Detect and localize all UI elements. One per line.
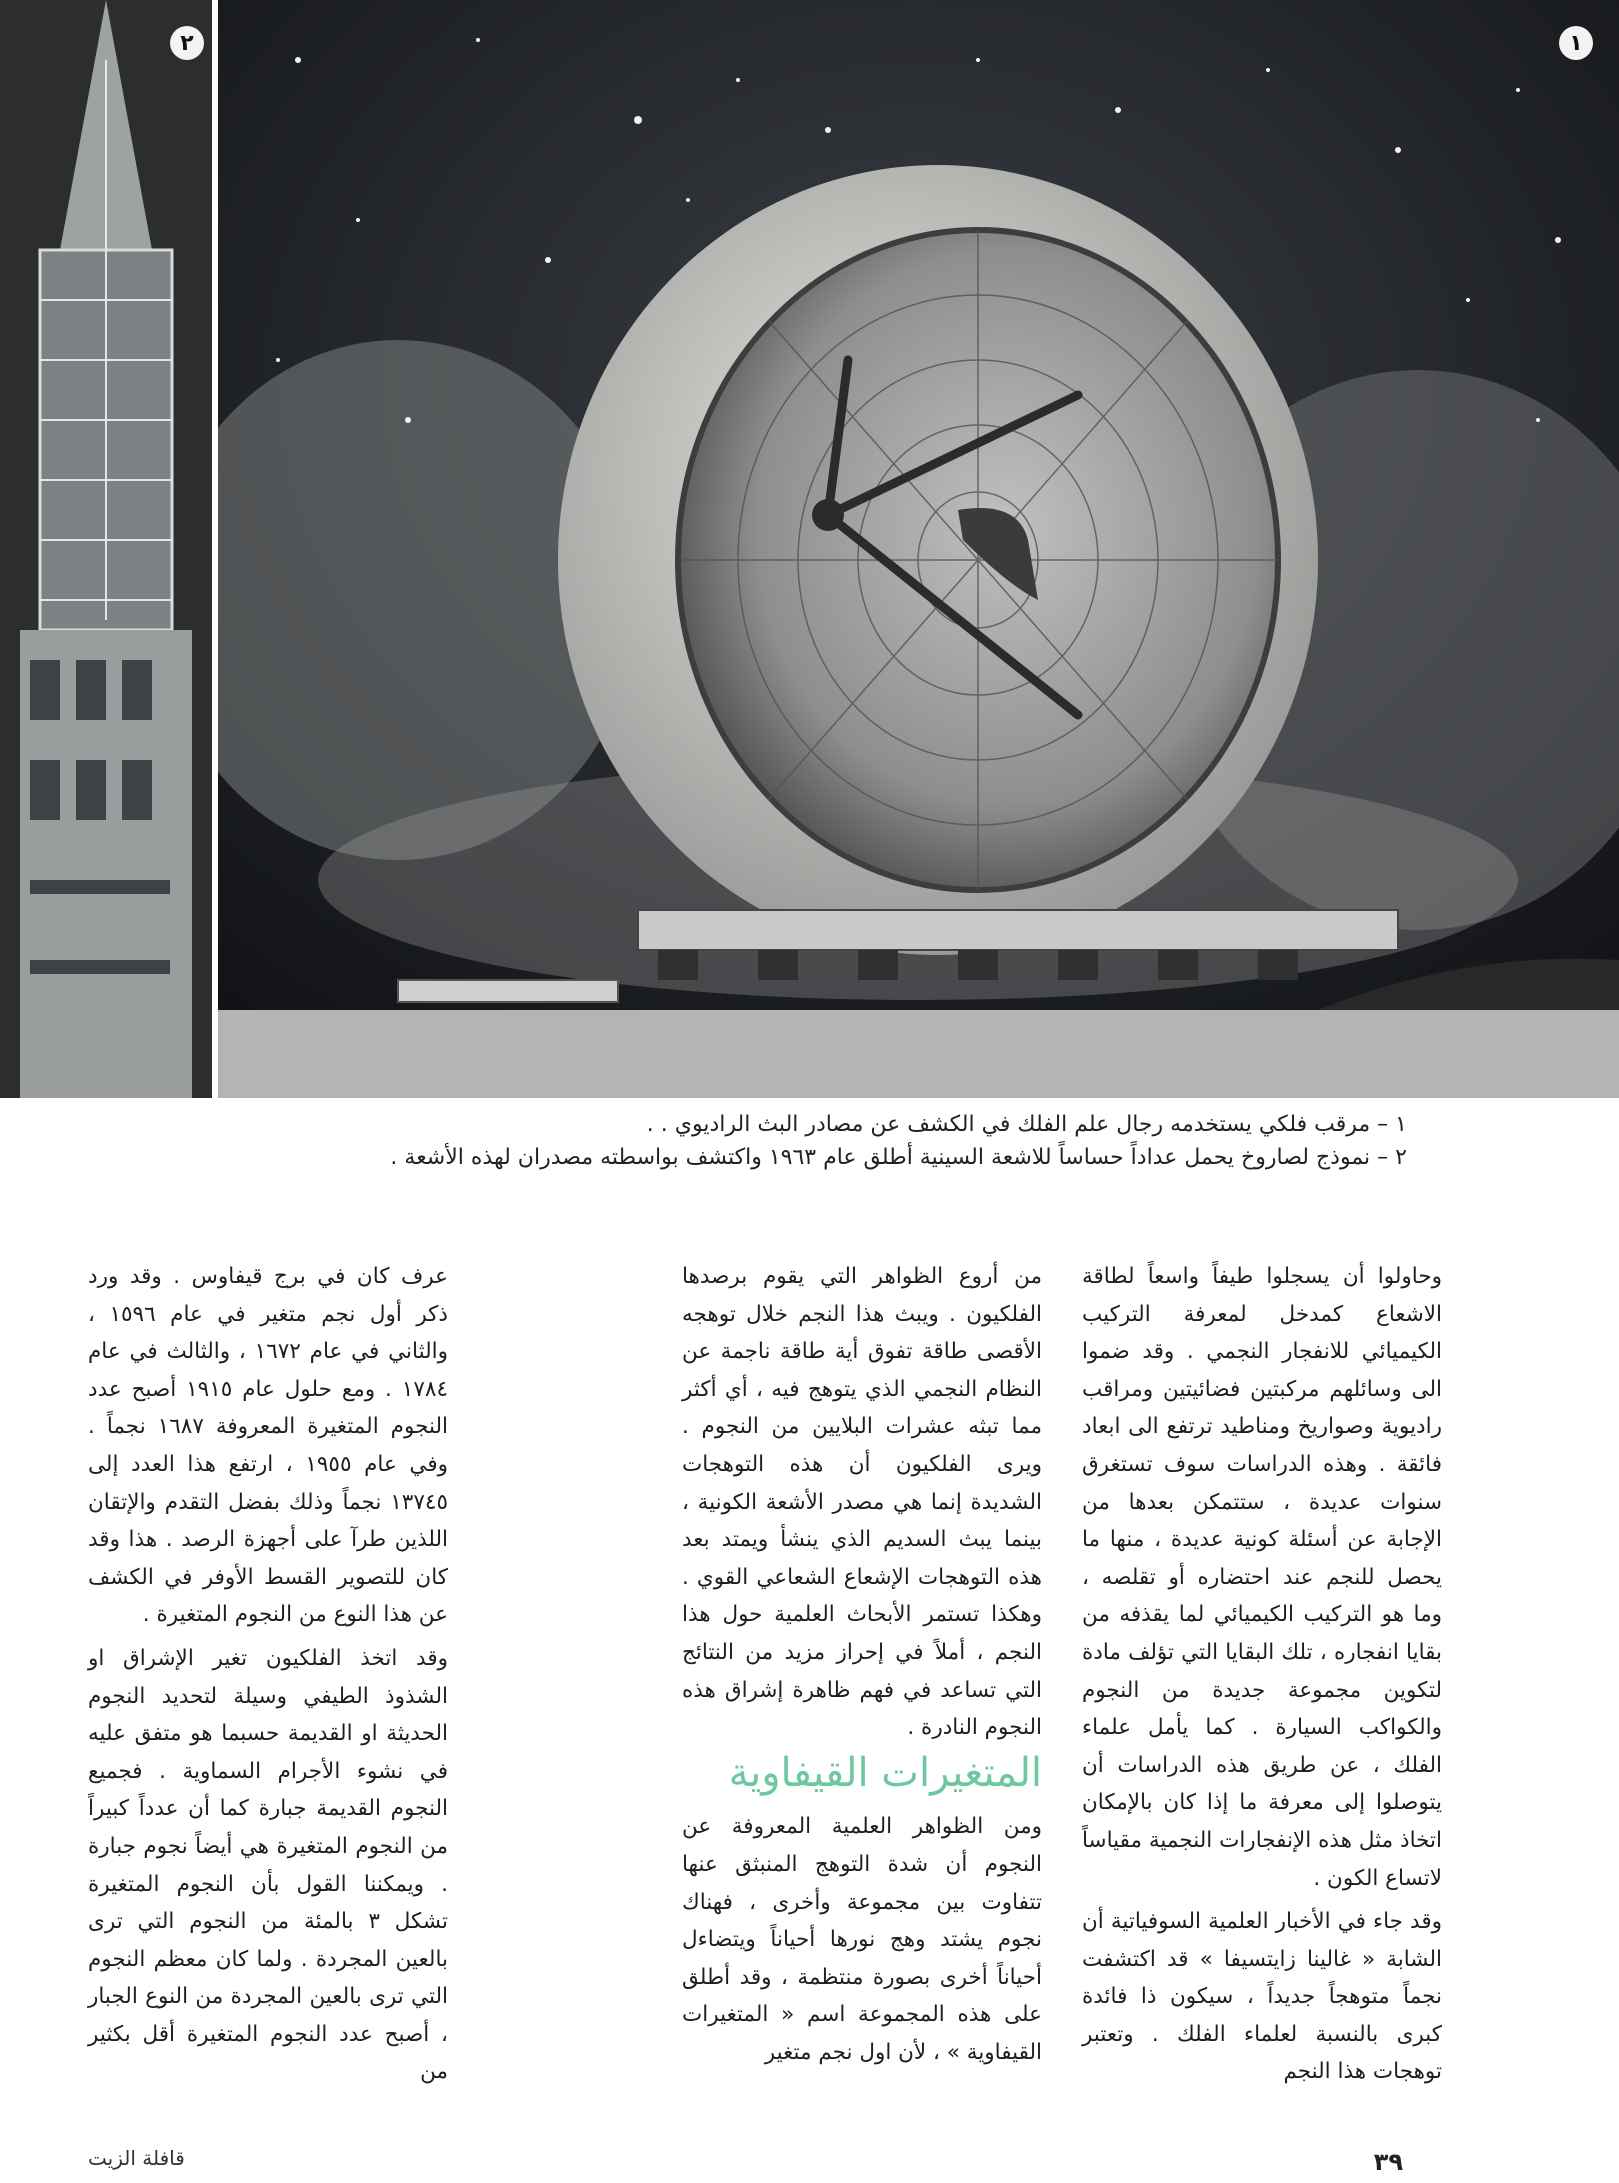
radio-telescope-figure bbox=[218, 0, 1619, 1098]
rocket-model-figure bbox=[0, 0, 212, 1098]
paragraph: وقد اتخذ الفلكيون تغير الإشراق او الشذوذ الطيفي وسيلة لتحديد النجوم الحديثة او القديمة حسبما هو متفق عليه في نشوء الأجرام السماوية . فجميع النجوم القديمة جبارة كما أن عدداً كبيراً من النجوم المتغيرة هي أيضاً نجوم جبارة . ويمكننا القول بأن النجوم المتغيرة تشكل ٣ بالمئة من النجوم التي ترى بالعين المجردة . ولما كان معظم النجوم التي ترى بالعين المجردة من النوع الجبار ، أصبح عدد النجوم المتغيرة أقل بكثير من bbox=[88, 1645, 449, 2085]
rocket-model-illustration bbox=[0, 0, 212, 1098]
radio-telescope-illustration bbox=[218, 0, 1619, 1098]
article-column-right bbox=[1082, 1258, 1442, 2097]
paragraph: ومن الظواهر العلمية المعروفة عن النجوم أن شدة التوهج المنبثق عنها تتفاوت بين مجموعة وأخرى ، فهناك نجوم يشتد وهج نورها أحياناً ويتضاءل أحياناً أخرى بصورة منتظمة ، وقد أطلق على هذه المجموعة اسم « المتغيرات القيفاوية » ، لأن اول نجم متغير bbox=[682, 1814, 1042, 2065]
article-column-left bbox=[88, 1258, 448, 2097]
figure-2-number: ٢ bbox=[170, 26, 204, 60]
page-number: ٣٩ bbox=[1373, 2148, 1403, 2176]
paragraph: وحاولوا أن يسجلوا طيفاً واسعاً لطاقة الاشعاع كمدخل لمعرفة التركيب الكيميائي للانفجار النجمي . وقد ضموا الى وسائلهم مركبتين فضائيتين ومراقب راديوية وصواريخ ومناطيد ترتفع الى ابعاد فائقة . وهذه الدراسات سوف تستغرق سنوات عديدة ، ستتمكن بعدها من الإجابة عن أسئلة كونية عديدة ، منها ما يحصل للنجم عند احتضاره أو تقلصه ، وما هو التركيب الكيميائي لما يقذفه من بقايا انفجاره ، تلك البقايا التي تؤلف مادة لتكوين مجموعة جديدة من النجوم والكواكب السيارة . كما يأمل علماء الفلك ، عن طريق هذه الدراسات أن يتوصلوا إلى معرفة ما إذا كان بالإمكان اتخاذ مثل هذه الإنفجارات النجمية مقياساً لاتساع الكون . bbox=[1082, 1264, 1442, 1891]
paragraph: من أروع الظواهر التي يقوم برصدها الفلكيون . ويبث هذا النجم خلال توهجه الأقصى طاقة تفوق أية طاقة ناجمة عن النظام النجمي الذي يتوهج فيه ، أي أكثر مما تبثه عشرات البلايين من النجوم . ويرى الفلكيون أن هذه التوهجات الشديدة إنما هي مصدر الأشعة الكونية ، بينما يبث السديم الذي ينشأ ويمتد بعد هذه التوهجات الإشعاع الشعاعي القوي . وهكذا تستمر الأبحاث العلمية حول هذا النجم ، أملاً في إحراز مزيد من النتائج التي تساعد في فهم ظاهرة إشراق هذه النجوم النادرة . bbox=[682, 1264, 1042, 1741]
caption-2: ٢ – نموذج لصاروخ يحمل عداداً حساساً للاشعة السينية أطلق عام ١٩٦٣ واكتشف بواسطته مصدران لهذه الأشعة . bbox=[390, 1145, 1407, 1170]
paragraph: وقد جاء في الأخبار العلمية السوفياتية أن الشابة « غالينا زايتسيفا » قد اكتشفت نجماً متوهجاً جديداً ، سيكون ذا فائدة كبرى بالنسبة لعلماء الفلك . وتعتبر توهجات هذا النجم bbox=[1082, 1909, 1442, 2085]
caption-1: ١ – مرقب فلكي يستخدمه رجال علم الفلك في الكشف عن مصادر البث الراديوي . . bbox=[646, 1112, 1407, 1137]
figure-1-number: ١ bbox=[1559, 26, 1593, 60]
section-heading: المتغيرات القيفاوية bbox=[728, 1749, 1042, 1796]
article-column-middle bbox=[682, 1258, 1042, 2077]
paragraph: عرف كان في برج قيفاوس . وقد ورد ذكر أول نجم متغير في عام ١٥٩٦ ، والثاني في عام ١٦٧٢ ، والثالث في عام ١٧٨٤ . ومع حلول عام ١٩١٥ أصبح عدد النجوم المتغيرة المعروفة ١٦٨٧ نجماً . وفي عام ١٩٥٥ ، ارتفع هذا العدد إلى ١٣٧٤٥ نجماً وذلك بفضل التقدم والإتقان اللذين طرآ على أجهزة الرصد . هذا وقد كان للتصوير القسط الأوفر في الكشف عن هذا النوع من النجوم المتغيرة . bbox=[88, 1264, 448, 1628]
magazine-name: قافلة الزيت bbox=[88, 2146, 185, 2170]
figure-captions bbox=[227, 1108, 1407, 1174]
